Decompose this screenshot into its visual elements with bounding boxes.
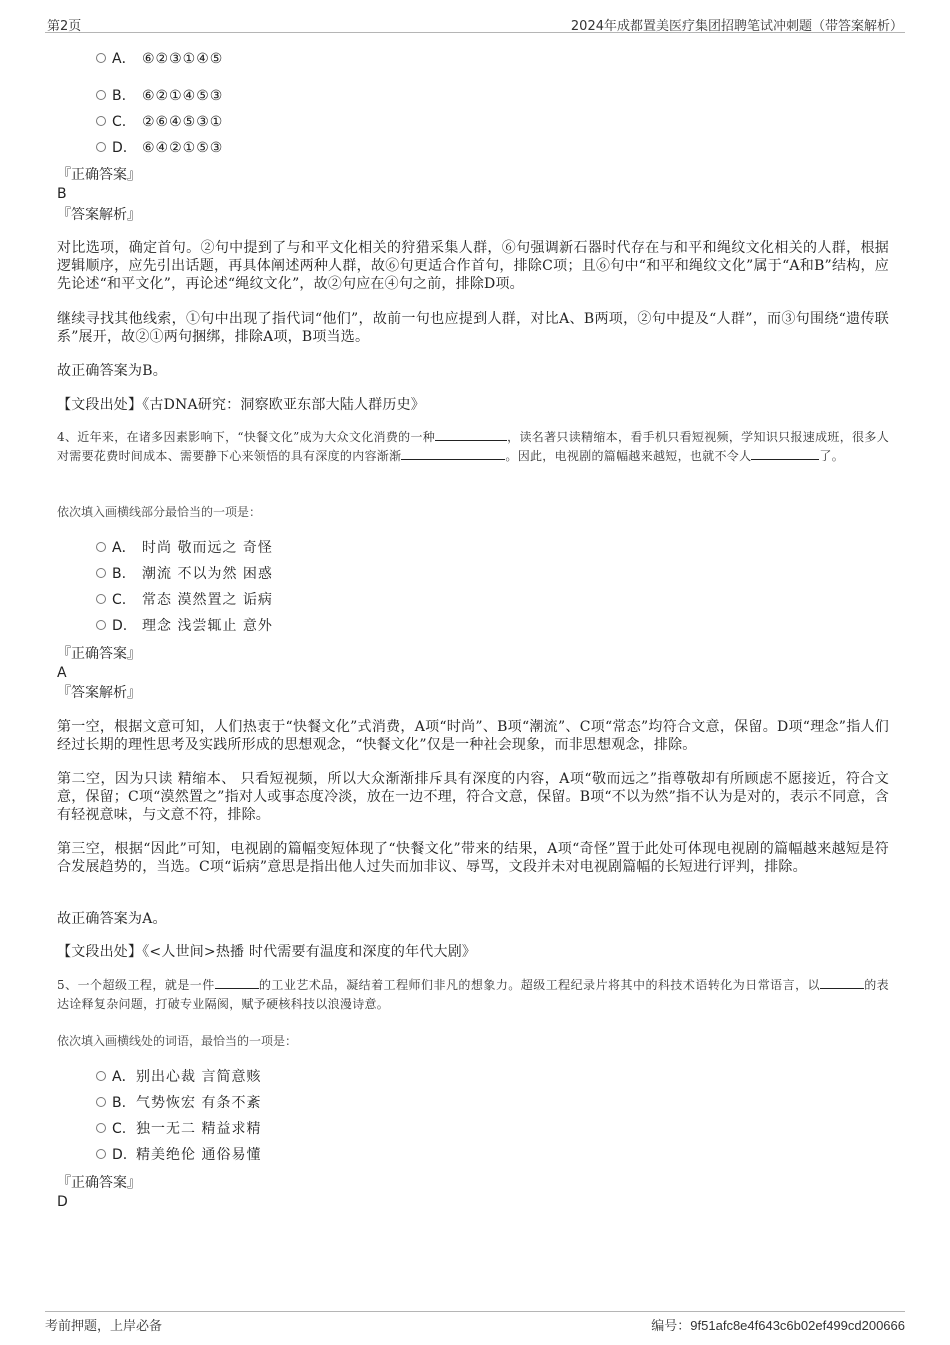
q5-stem: 5、一个超级工程，就是一件 的工业艺术品，凝结着工程师们非凡的想象力。超级工程纪录片将其中的科技术语转化为日常语言，以 的表达诠释复杂问题，打破专业隔阂，赋予硬核科技以浪漫诗意。: [57, 978, 889, 1011]
q4-stem: 4、近年来，在诸多因素影响下，“快餐文化”成为大众文化消费的一种 ，读名著只读精缩本，看手机只看短视频，学知识只报速成班，很多人对需要花费时间成本、需要静下心来领悟的具有深度的内容渐渐 。因此，电视剧的篇幅越来越短，也就不令人 了。: [57, 430, 889, 463]
radio-icon[interactable]: [96, 53, 106, 63]
q4-analysis-paragraph-1: 第一空，根据文意可知，人们热衷于“快餐文化”式消费，A项“时尚”、B项“潮流”、C项“常态”均符合文意，保留。D项“理念”指人们经过长期的理性思考及实践所形成的思想观念，“快餐文化”仅是一种社会现象，而非思想观念，排除。: [57, 719, 889, 753]
q3-analysis-paragraph-2: 继续寻找其他线索，①句中出现了指代词“他们”，故前一句也应提到人群，对比A、B两项，②句中提及“人群”，而③句围绕“遗传联系”展开，故②①两句捆绑，排除A项，B项当选。: [57, 311, 889, 345]
q5-correct-label: 『正确答案』: [57, 1175, 141, 1191]
q4-option-b[interactable]: B. 潮流 不以为然 困惑: [96, 565, 273, 583]
q3-correct-answer: B: [57, 186, 67, 202]
q4-instruction: 依次填入画横线部分最恰当的一项是：: [57, 505, 262, 519]
radio-icon[interactable]: [96, 142, 106, 152]
q4-analysis-conclusion: 故正确答案为A。: [57, 911, 167, 927]
radio-icon[interactable]: [96, 542, 106, 552]
radio-icon[interactable]: [96, 116, 106, 126]
blank-line: [820, 976, 864, 989]
q4-option-a[interactable]: A． 时尚 敬而远之 奇怪: [96, 539, 273, 557]
document-title: 2024年成都置美医疗集团招聘笔试冲刺题（带答案解析）: [570, 19, 903, 34]
q3-analysis-conclusion: 故正确答案为B。: [57, 363, 167, 379]
radio-icon[interactable]: [96, 568, 106, 578]
q4-analysis-paragraph-2: 第二空，因为只读 精缩本、 只看短视频，所以大众渐渐排斥具有深度的内容，A项“敬而远之”指尊敬却有所顾虑不愿接近，符合文意，保留；C项“漠然置之”指对人或事态度冷淡，放在一边不理，符合文意，保留。B项“不以为然”指不认为是对的，表示不同意，含有轻视意味，与文意不符，排除。: [57, 771, 889, 823]
page-number: 第2页: [47, 19, 82, 34]
q5-instruction: 依次填入画横线处的词语，最恰当的一项是：: [57, 1034, 298, 1048]
q3-correct-label: 『正确答案』: [57, 167, 141, 183]
q4-option-c[interactable]: C. 常态 漠然置之 诟病: [96, 591, 273, 609]
q4-source: 【文段出处】《<人世间>热播 时代需要有温度和深度的年代大剧》: [57, 944, 477, 960]
document-id: 编号：9f51afc8e4f643c6b02ef499cd200666: [651, 1318, 905, 1334]
radio-icon[interactable]: [96, 1097, 106, 1107]
q4-correct-label: 『正确答案』: [57, 646, 141, 662]
radio-icon[interactable]: [96, 620, 106, 630]
blank-line: [215, 976, 259, 989]
radio-icon[interactable]: [96, 594, 106, 604]
q3-analysis-label: 『答案解析』: [57, 207, 141, 223]
blank-line: [751, 447, 819, 460]
q3-option-a[interactable]: A． ⑥②③①④⑤: [96, 50, 223, 68]
footer-slogan: 考前押题，上岸必备: [45, 1319, 163, 1334]
q5-correct-answer: D: [57, 1194, 68, 1210]
q5-option-b[interactable]: B. 气势恢宏 有条不紊: [96, 1094, 261, 1112]
page-footer: [45, 1311, 905, 1338]
q3-option-c[interactable]: C. ②⑥④⑤③①: [96, 113, 223, 131]
radio-icon[interactable]: [96, 1071, 106, 1081]
q4-analysis-paragraph-3: 第三空，根据“因此”可知，电视剧的篇幅变短体现了“快餐文化”带来的结果，A项“奇怪”置于此处可体现电视剧的篇幅越来越短是符合发展趋势的，当选。C项“诟病”意思是指出他人过失而加非议、辱骂，文段并未对电视剧篇幅的长短进行评判，排除。: [57, 841, 889, 875]
blank-line: [435, 428, 507, 441]
radio-icon[interactable]: [96, 1123, 106, 1133]
q5-option-a[interactable]: A．别出心裁 言简意赅: [96, 1068, 261, 1086]
q5-option-c[interactable]: C. 独一无二 精益求精: [96, 1120, 261, 1138]
radio-icon[interactable]: [96, 90, 106, 100]
blank-line: [401, 447, 505, 460]
q3-source: 【文段出处】《古DNA研究：洞察欧亚东部大陆人群历史》: [57, 397, 425, 413]
q3-analysis-paragraph-1: 对比选项，确定首句。②句中提到了与和平文化相关的狩猎采集人群，⑥句强调新石器时代存在与和平和绳纹文化相关的人群，根据逻辑顺序，应先引出话题，再具体阐述两种人群，故⑥句更适合作首句，排除C项；且⑥句中“和平和绳纹文化”属于“A和B”结构，应先论述“和平文化”，再论述“绳纹文化”，故②句应在④句之前，排除D项。: [57, 240, 889, 292]
q3-option-b[interactable]: B. ⑥②①④⑤③: [96, 87, 223, 105]
q4-analysis-label: 『答案解析』: [57, 685, 141, 701]
page-header: [45, 12, 905, 33]
q4-correct-answer: A: [57, 665, 67, 681]
q5-option-d[interactable]: D. 精美绝伦 通俗易懂: [96, 1146, 261, 1164]
q3-option-d[interactable]: D. ⑥④②①⑤③: [96, 139, 223, 157]
radio-icon[interactable]: [96, 1149, 106, 1159]
q4-option-d[interactable]: D. 理念 浅尝辄止 意外: [96, 617, 273, 635]
